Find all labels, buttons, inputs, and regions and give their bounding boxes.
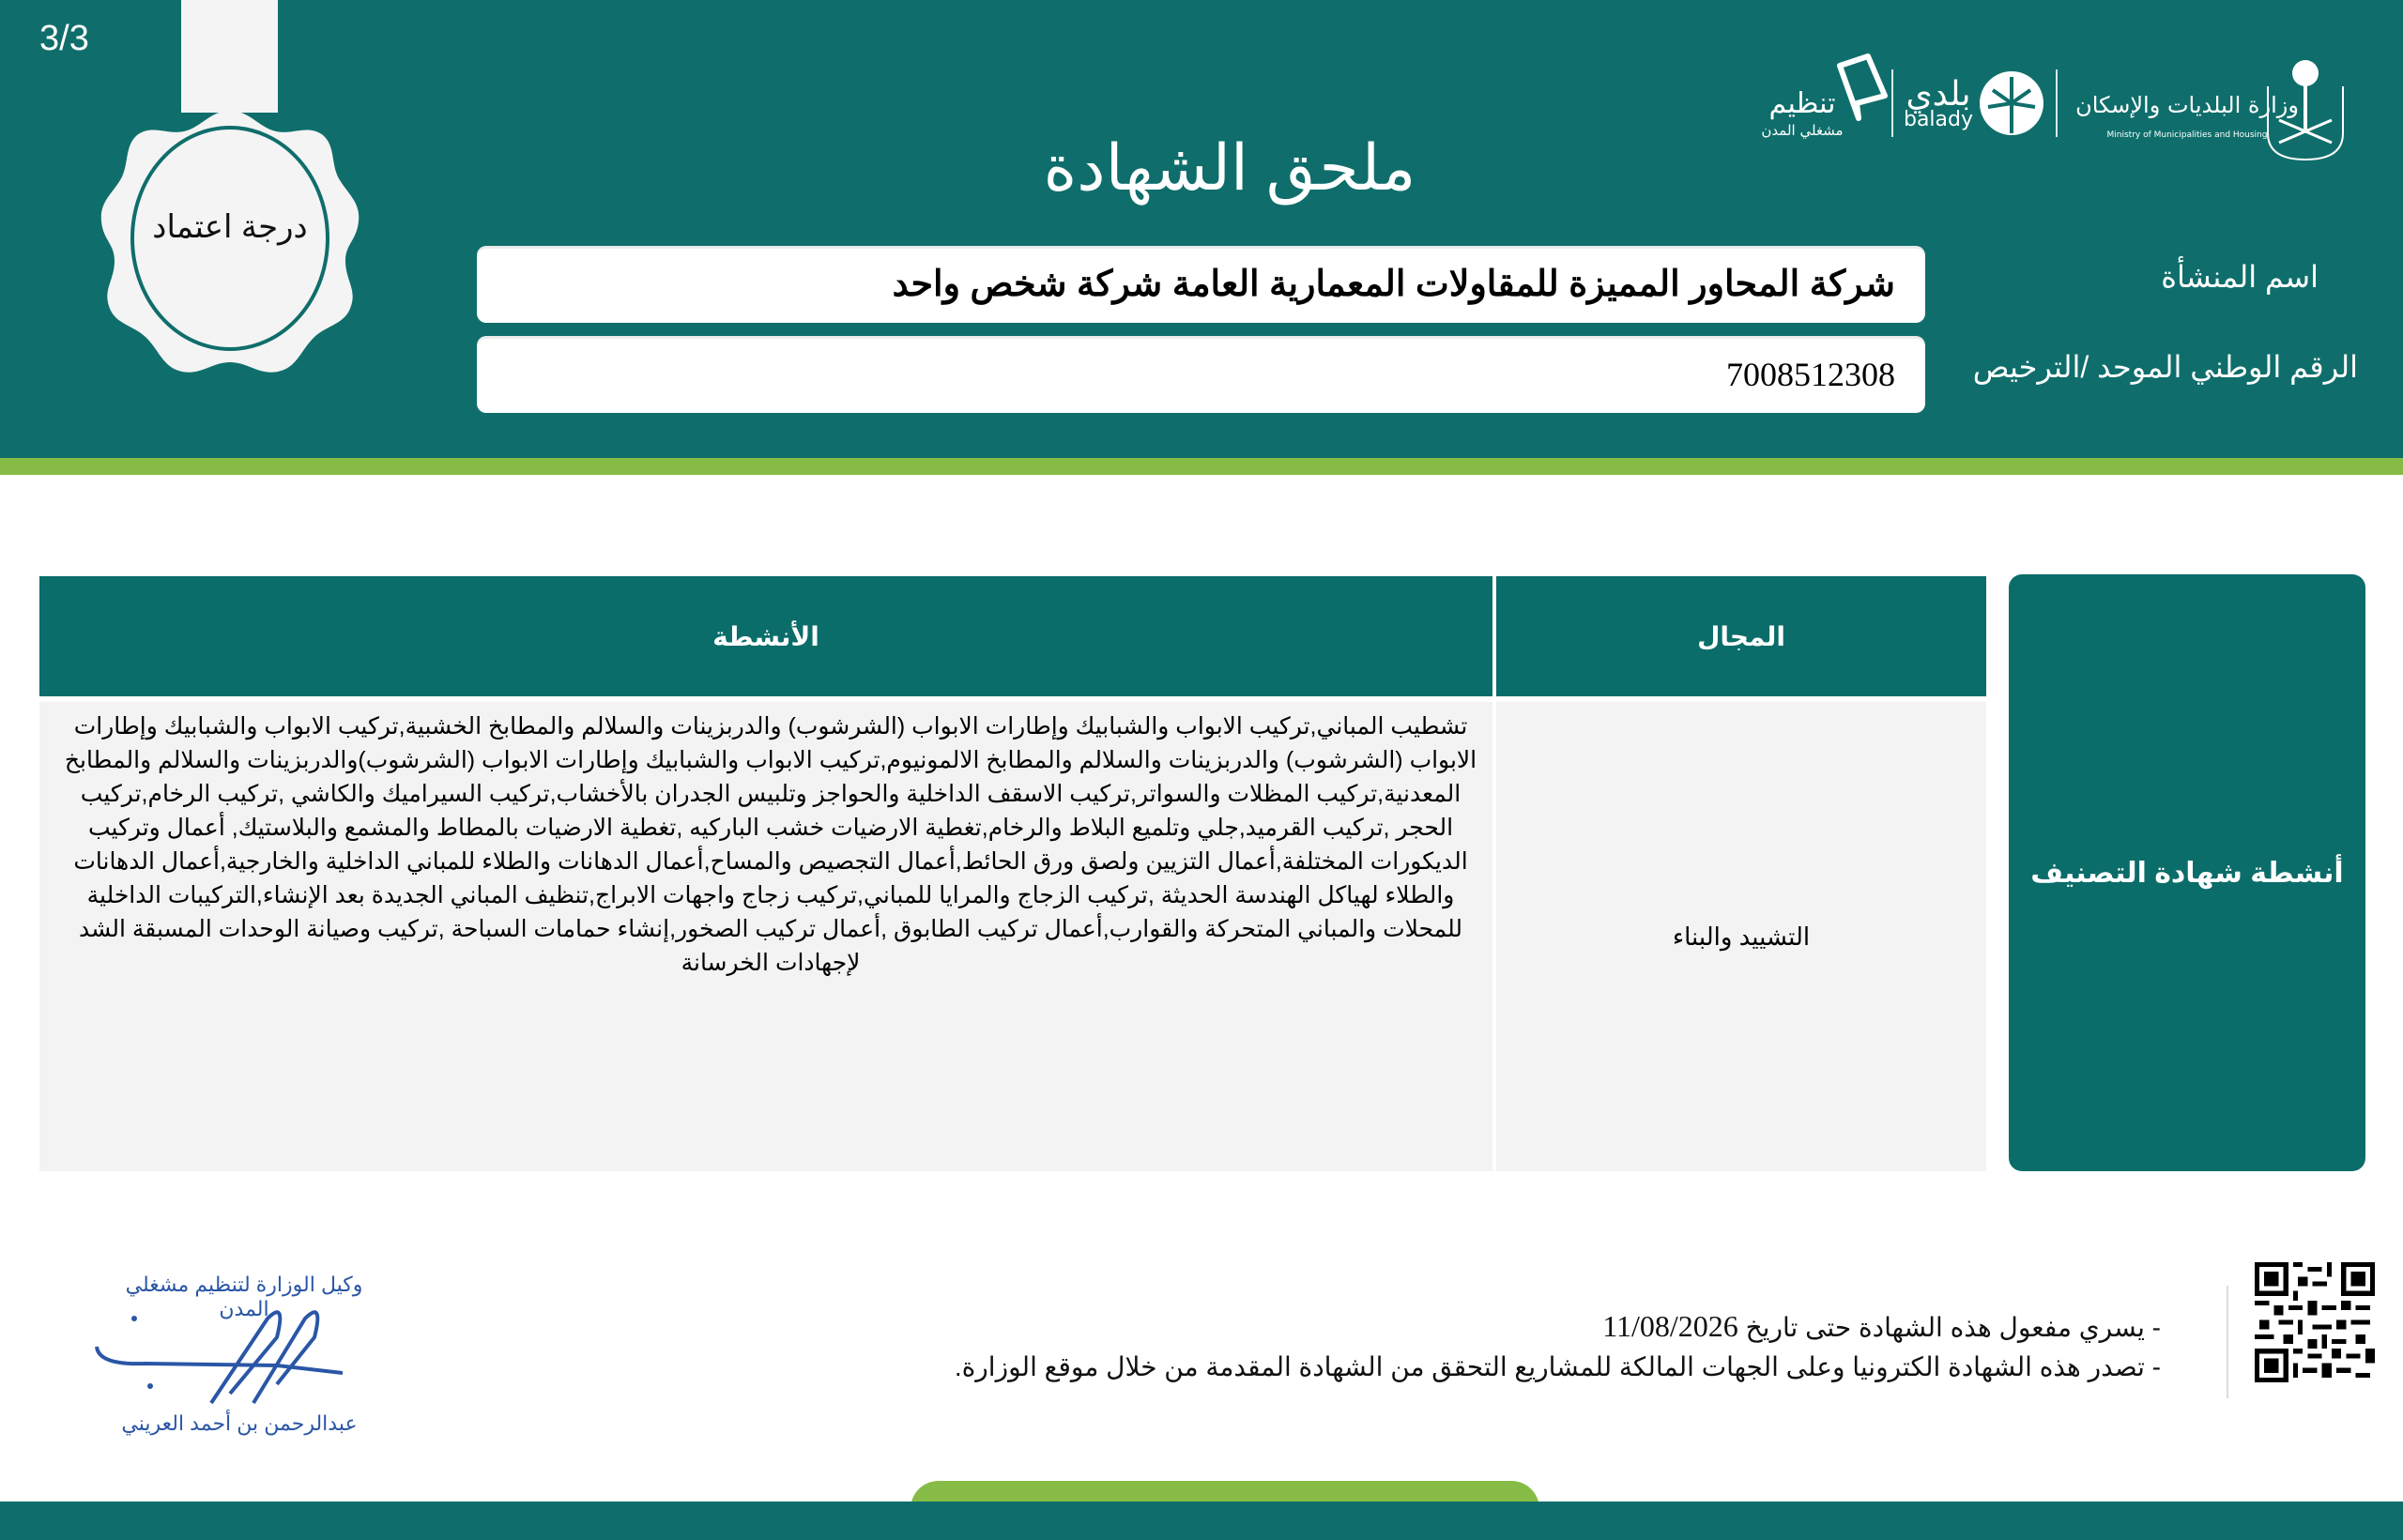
table-cell-activities <box>39 702 1492 1171</box>
entity-name-field <box>477 246 1925 323</box>
logo-divider <box>1891 69 1893 137</box>
seal-ribbon <box>181 0 278 113</box>
footer-band <box>0 1502 2403 1540</box>
entity-name-value: شركة المحاور المميزة للمقاولات المعمارية العامة شركة شخص واحد <box>892 265 1895 304</box>
signatory-title: وكيل الوزارة لتنظيم مشغلي المدن <box>125 1273 363 1320</box>
qr-code-icon[interactable] <box>2255 1262 2375 1382</box>
column-header-activities: الأنشطة <box>39 576 1492 696</box>
tanzeem-title: تنظيم <box>1768 87 1836 120</box>
signatory-name: عبدالرحمن بن أحمد العريني <box>121 1411 358 1435</box>
balady-logo <box>1904 71 2043 135</box>
page-indicator: 3/3 <box>39 19 89 58</box>
balady-en-text: balady <box>1903 108 1974 131</box>
qr-divider <box>2227 1286 2228 1398</box>
validity-prefix: - يسري مفعول هذه الشهادة حتى تاريخ <box>1745 1313 2161 1342</box>
validity-date: 11/08/2026 <box>1602 1309 1738 1343</box>
verification-note: - تصدر هذه الشهادة الكترونيا وعلى الجهات المالكة للمشاريع التحقق من الشهادة المقدمة من خلال موقع الوزارة. <box>954 1352 2161 1381</box>
activities-text: تشطيب المباني,تركيب الابواب والشبابيك وإطارات الابواب (الشرشوب) والدربزينات والسلالم والمطابخ الخشبية,تركيب الابواب والشبابيك وإطارات الابواب (الشرشوب) والدربزينات والسلالم والمطابخ الالمونيوم,تركيب الابواب والشبابيك وإطارات الابواب (الشرشوب)والدربزينات والسلالم والمطابخ المعدنية,تركيب المظلات والسواتر,تركيب الاسقف الداخلية والحواجز وتلبيس الجدران بالأخشاب,تركيب السيراميك والكاشي ,تركيب الرخام,تركيب الحجر ,تركيب القرميد,جلي وتلميع البلاط والرخام,تغطية الارضيات خشب الباركيه ,تغطية الارضيات بالمطاط والمشمع والبلاستيك, أعمال وتركيب الديكورات المختلفة,أعمال التزيين ولصق ورق الحائط,أعمال التجصيص والمساح,أعمال الدهانات والطلاء للمباني الداخلية والخارجية,أعمال الدهانات والطلاء لهياكل الهندسة الحديثة ,تركيب الزجاج والمرايا للمباني,تركيب زجاج واجهات الابراج,تنظيف المباني الجديدة بعد الإنشاء,التركيبات الداخلية للمحلات والمباني المتحركة والقوارب,أعمال تركيب الطابوق ,أعمال تركيب الصخور,إنشاء حمامات السباحة ,تركيب وصيانة الوحدات المسبقة الشد لإجهادات الخرسانة <box>64 713 1477 976</box>
page-title: ملحق الشهادة <box>1043 132 1416 204</box>
classification-side-title: أنشطة شهادة التصنيف <box>2030 857 2344 889</box>
ministry-ar-text: وزارة البلديات والإسكان <box>2075 92 2299 118</box>
ministry-logo <box>2075 60 2343 160</box>
header-green-stripe <box>0 458 2403 475</box>
tanzeem-subtitle: مشغلي المدن <box>1761 122 1844 139</box>
balady-ar-text: بلدي <box>1906 75 1971 114</box>
logos-group <box>1746 49 2347 171</box>
national-id-field <box>477 336 1925 413</box>
national-id-value: 7008512308 <box>1726 356 1895 393</box>
logo-divider-2 <box>2056 69 2058 137</box>
classification-table <box>39 576 1986 1171</box>
tanzeem-arrow-icon <box>1840 56 1885 118</box>
seal-text: درجة اعتماد <box>152 209 308 245</box>
table-cell-field: التشييد والبناء <box>1496 702 1986 1171</box>
entity-name-label: اسم المنشأة <box>2161 260 2319 294</box>
validity-line <box>955 1306 2161 1348</box>
national-id-label: الرقم الوطني الموحد /الترخيص <box>1972 350 2358 384</box>
ministry-en-text: Ministry of Municipalities and Housing <box>2106 130 2268 140</box>
footer-notes <box>955 1306 2161 1387</box>
tanzeem-logo <box>1761 56 1885 140</box>
column-header-field: المجال <box>1496 576 1986 696</box>
classification-side-panel <box>2009 574 2365 1171</box>
signature-icon <box>89 1300 343 1412</box>
